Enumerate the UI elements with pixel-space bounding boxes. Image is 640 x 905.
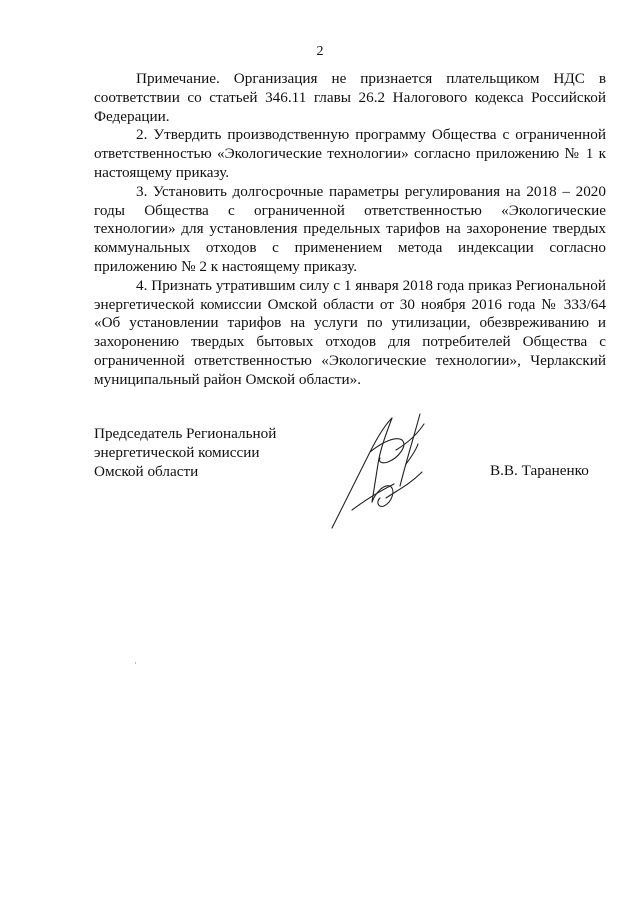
page-number: 2 bbox=[316, 44, 324, 59]
handwritten-signature bbox=[322, 406, 442, 536]
signer-title bbox=[94, 425, 334, 481]
signer-title-line: Председатель Региональной bbox=[94, 425, 277, 442]
signer-title-line: Омской области bbox=[94, 462, 199, 480]
item-3-paragraph: 3. Установить долгосрочные параметры регулирования на 2018 – 2020 годы Общества с ограниченной ответственностью «Экологические технологии» для установления предельных тарифов на захоронение твердых коммунальных отходов с применением метода индексации согласно приложению № 2 к настоящему приказу. bbox=[94, 182, 606, 275]
scan-artifact bbox=[135, 662, 136, 664]
item-2-paragraph: 2. Утвердить производственную программу Общества с ограниченной ответственностью «Экологические технологии» согласно приложению № 1 к настоящему приказу. bbox=[94, 126, 606, 181]
signer-name: В.В. Тараненко bbox=[490, 462, 589, 479]
note-paragraph: Примечание. Организация не признается плательщиком НДС в соответствии со статьей 346.11 главы 26.2 Налогового кодекса Российской Федерации. bbox=[94, 70, 606, 125]
signer-title-line: энергетической комиссии bbox=[94, 443, 260, 461]
document-body bbox=[94, 70, 606, 390]
item-4-paragraph: 4. Признать утратившим силу с 1 января 2018 года приказ Региональной энергетической комиссии Омской области от 30 ноября 2016 года № 333/64 «Об установлении тарифов на услуги по утилизации, обезвреживанию и захоронению твердых бытовых отходов для потребителей Общества с ограниченной ответственностью «Экологические технологии», Черлакский муниципальный район Омской области». bbox=[94, 276, 606, 388]
